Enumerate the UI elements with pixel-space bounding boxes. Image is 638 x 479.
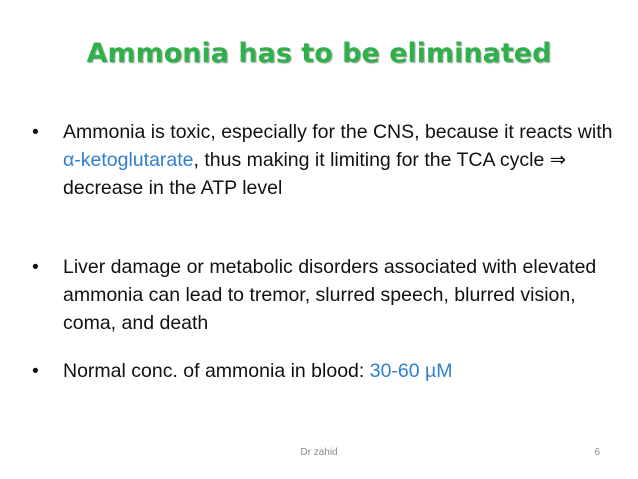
slide-title: Ammonia has to be eliminated [86,38,552,69]
footer-page-number: 6 [594,447,600,458]
bullet-icon: • [32,360,39,382]
highlight-value: 30-60 µM [369,360,453,382]
bullet-text-part: , thus making it limiting for the TCA cycle ⇒ decrease in the ATP level [63,149,567,199]
footer-author: Dr zahid [300,447,338,458]
bullet-item-toxicity [32,118,617,202]
bullet-text [63,253,617,337]
highlight-term: α-ketoglutarate [63,149,194,171]
bullet-icon: • [32,121,39,143]
bullet-text-part: Ammonia is toxic, especially for the CNS, because it reacts with [63,121,613,143]
bullet-text [63,118,617,202]
bullet-text-part: Normal conc. of ammonia in blood: [63,360,370,382]
bullet-text-part: Liver damage or metabolic disorders associated with elevated ammonia can lead to tremor, slurred speech, blurred vision, coma, and death [63,256,597,334]
bullet-icon: • [32,256,39,278]
bullet-item-liver-damage [32,253,617,337]
bullet-item-normal-concentration [32,357,617,385]
bullet-text [63,357,617,385]
